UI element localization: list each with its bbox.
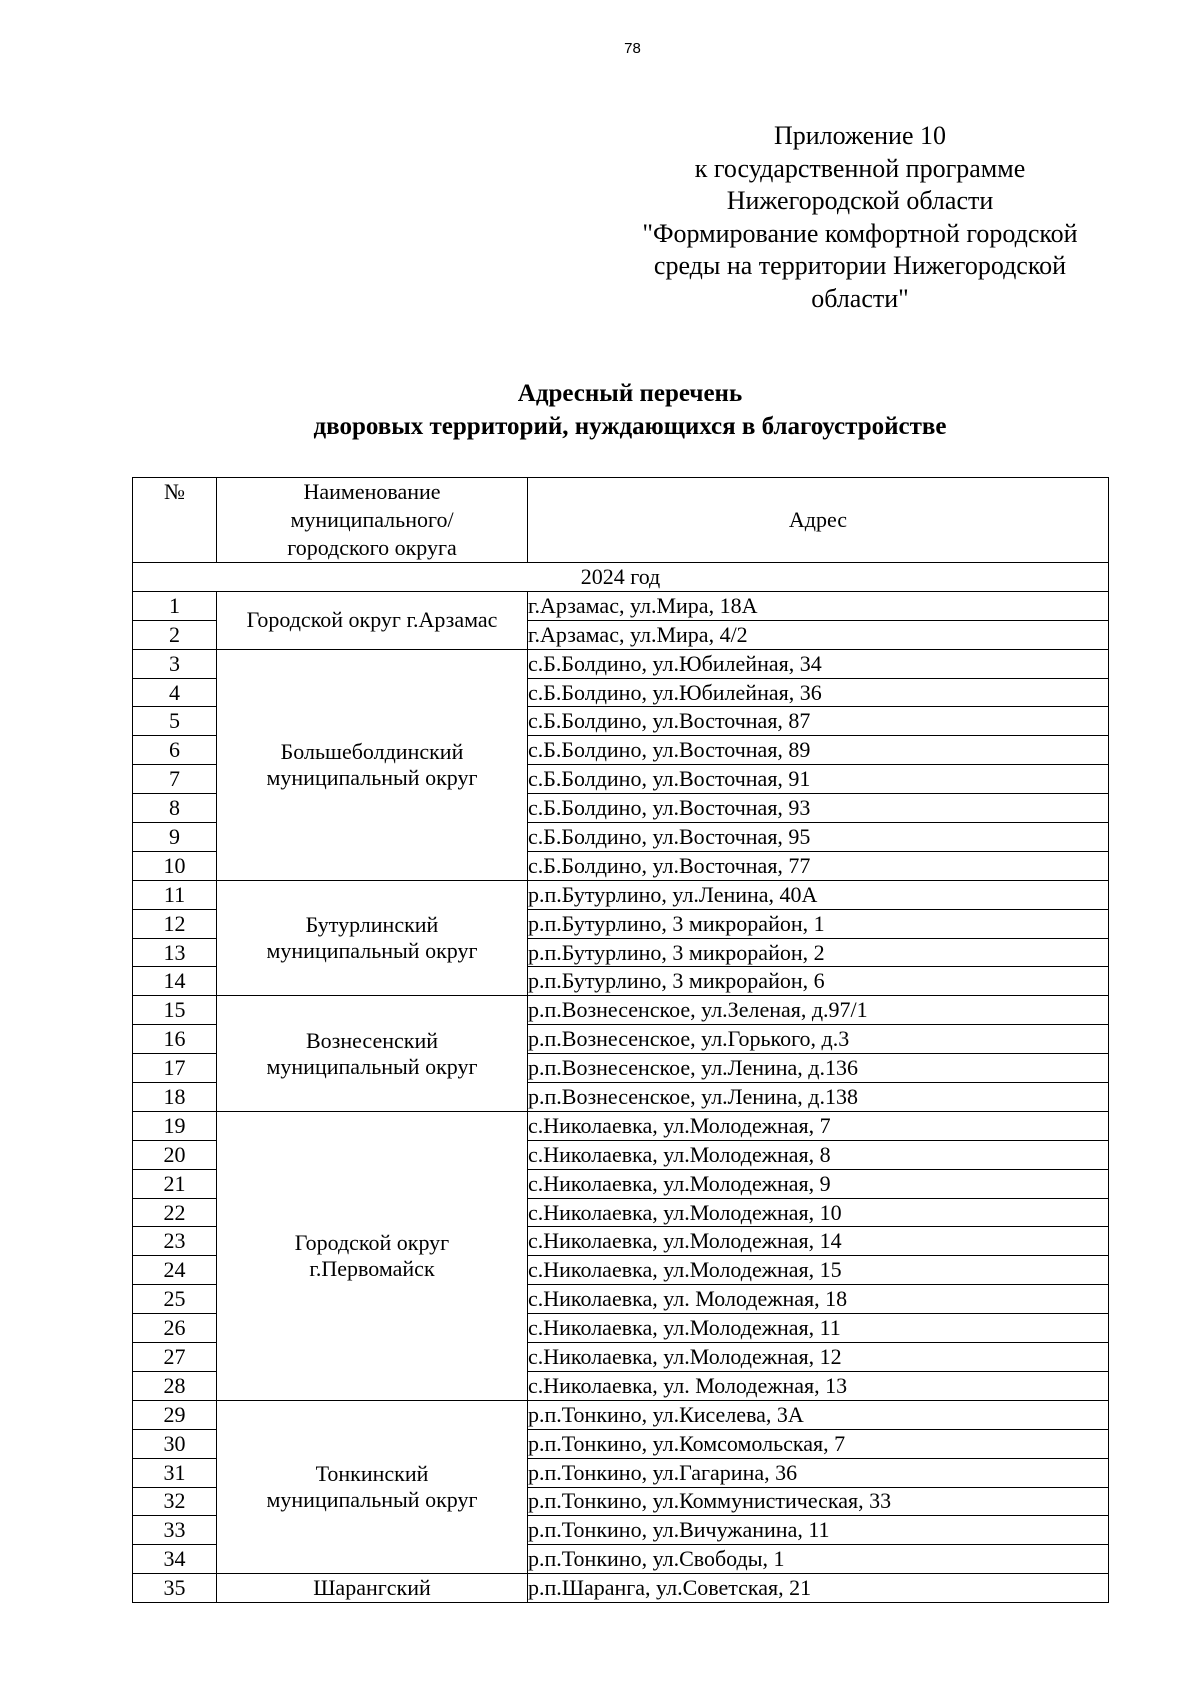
address-cell: р.п.Тонкино, ул.Гагарина, 36 (528, 1458, 1109, 1487)
row-number: 29 (133, 1400, 217, 1429)
address-cell: р.п.Тонкино, ул.Вичужанина, 11 (528, 1516, 1109, 1545)
row-number: 1 (133, 591, 217, 620)
year-row: 2024 год (133, 563, 1109, 592)
row-number: 2 (133, 620, 217, 649)
address-cell: с.Б.Болдино, ул.Восточная, 95 (528, 823, 1109, 852)
address-cell: с.Николаевка, ул. Молодежная, 18 (528, 1285, 1109, 1314)
address-cell: с.Б.Болдино, ул.Восточная, 87 (528, 707, 1109, 736)
table-row (133, 1111, 1109, 1140)
address-cell: с.Николаевка, ул. Молодежная, 13 (528, 1371, 1109, 1400)
header-district-line: Наименование (303, 479, 441, 504)
table-row (133, 880, 1109, 909)
row-number: 11 (133, 880, 217, 909)
table-row (133, 1400, 1109, 1429)
row-number: 19 (133, 1111, 217, 1140)
address-cell: с.Б.Болдино, ул.Восточная, 89 (528, 736, 1109, 765)
row-number: 7 (133, 765, 217, 794)
address-cell: р.п.Тонкино, ул.Свободы, 1 (528, 1545, 1109, 1574)
row-number: 32 (133, 1487, 217, 1516)
address-table (132, 477, 1109, 1603)
table-row (133, 1574, 1109, 1603)
header-district-line: городского округа (287, 535, 457, 560)
row-number: 28 (133, 1371, 217, 1400)
table-row (133, 996, 1109, 1025)
row-number: 13 (133, 938, 217, 967)
address-cell: с.Б.Болдино, ул.Восточная, 77 (528, 851, 1109, 880)
row-number: 21 (133, 1169, 217, 1198)
header-district (217, 478, 528, 563)
row-number: 15 (133, 996, 217, 1025)
address-cell: с.Николаевка, ул.Молодежная, 9 (528, 1169, 1109, 1198)
district-line: г.Первомайск (309, 1255, 435, 1281)
address-cell: р.п.Вознесенское, ул.Ленина, д.138 (528, 1083, 1109, 1112)
address-cell: с.Б.Болдино, ул.Восточная, 93 (528, 794, 1109, 823)
row-number: 17 (133, 1054, 217, 1083)
district-cell (217, 880, 528, 996)
row-number: 16 (133, 1025, 217, 1054)
row-number: 24 (133, 1256, 217, 1285)
district-cell (217, 1400, 528, 1573)
appendix-heading (620, 120, 1100, 315)
address-cell: р.п.Тонкино, ул.Киселева, 3А (528, 1400, 1109, 1429)
row-number: 22 (133, 1198, 217, 1227)
address-cell: с.Николаевка, ул.Молодежная, 10 (528, 1198, 1109, 1227)
row-number: 5 (133, 707, 217, 736)
appendix-line: к государственной программе (694, 153, 1026, 183)
district-cell (217, 996, 528, 1112)
row-number: 27 (133, 1343, 217, 1372)
row-number: 3 (133, 649, 217, 678)
address-cell: с.Б.Болдино, ул.Восточная, 91 (528, 765, 1109, 794)
district-line: муниципальный округ (266, 1053, 478, 1079)
document-title (160, 378, 1100, 443)
row-number: 25 (133, 1285, 217, 1314)
address-cell: р.п.Бутурлино, 3 микрорайон, 2 (528, 938, 1109, 967)
row-number: 26 (133, 1314, 217, 1343)
address-cell: с.Николаевка, ул.Молодежная, 14 (528, 1227, 1109, 1256)
address-cell: р.п.Бутурлино, ул.Ленина, 40А (528, 880, 1109, 909)
row-number: 6 (133, 736, 217, 765)
address-cell: с.Николаевка, ул.Молодежная, 12 (528, 1343, 1109, 1372)
appendix-line: среды на территории Нижегородской (653, 251, 1067, 280)
address-cell: с.Николаевка, ул.Молодежная, 11 (528, 1314, 1109, 1343)
table-body (133, 563, 1109, 1603)
address-cell: р.п.Тонкино, ул.Комсомольская, 7 (528, 1429, 1109, 1458)
row-number: 18 (133, 1083, 217, 1112)
header-district-line: муниципального/ (290, 507, 454, 532)
row-number: 30 (133, 1429, 217, 1458)
row-number: 4 (133, 678, 217, 707)
district-line: Вознесенский (305, 1027, 439, 1053)
appendix-line: "Формирование комфортной городской (642, 218, 1078, 248)
title-line: Адресный перечень (517, 380, 743, 407)
district-line: Большеболдинский (280, 738, 464, 764)
district-line: муниципальный округ (266, 938, 478, 964)
address-cell: г.Арзамас, ул.Мира, 4/2 (528, 620, 1109, 649)
appendix-line: области" (811, 283, 909, 313)
district-line: Городской округ (294, 1229, 450, 1255)
table-row (133, 591, 1109, 620)
table-row (133, 649, 1109, 678)
address-cell: с.Николаевка, ул.Молодежная, 7 (528, 1111, 1109, 1140)
district-line: Тонкинский (315, 1461, 429, 1486)
title-line: дворовых территорий, нуждающихся в благоустройстве (313, 412, 947, 440)
district-line: Шарангский (313, 1575, 431, 1601)
address-cell: р.п.Бутурлино, 3 микрорайон, 1 (528, 909, 1109, 938)
row-number: 9 (133, 823, 217, 852)
district-line: муниципальный округ (266, 764, 478, 790)
address-cell: р.п.Тонкино, ул.Коммунистическая, 33 (528, 1487, 1109, 1516)
appendix-line: Нижегородской области (726, 186, 994, 215)
district-line: муниципальный округ (266, 1487, 478, 1512)
row-number: 35 (133, 1574, 217, 1603)
row-number: 34 (133, 1545, 217, 1574)
row-number: 14 (133, 967, 217, 996)
district-cell (217, 1111, 528, 1400)
address-cell: р.п.Вознесенское, ул.Зеленая, д.97/1 (528, 996, 1109, 1025)
address-cell: с.Николаевка, ул.Молодежная, 15 (528, 1256, 1109, 1285)
address-cell: с.Б.Болдино, ул.Юбилейная, 36 (528, 678, 1109, 707)
address-cell: р.п.Вознесенское, ул.Горького, д.3 (528, 1025, 1109, 1054)
address-cell: р.п.Шаранга, ул.Советская, 21 (528, 1574, 1109, 1603)
district-cell (217, 649, 528, 880)
row-number: 8 (133, 794, 217, 823)
address-cell: г.Арзамас, ул.Мира, 18А (528, 591, 1109, 620)
address-cell: р.п.Вознесенское, ул.Ленина, д.136 (528, 1054, 1109, 1083)
row-number: 33 (133, 1516, 217, 1545)
appendix-line: Приложение 10 (773, 121, 947, 150)
row-number: 12 (133, 909, 217, 938)
address-cell: с.Б.Болдино, ул.Юбилейная, 34 (528, 649, 1109, 678)
district-cell (217, 1574, 528, 1603)
district-cell (217, 591, 528, 649)
header-address: Адрес (528, 478, 1109, 563)
district-line: Городской округ г.Арзамас (246, 607, 498, 633)
district-line: Бутурлинский (305, 912, 439, 938)
row-number: 31 (133, 1458, 217, 1487)
address-cell: с.Николаевка, ул.Молодежная, 8 (528, 1140, 1109, 1169)
page-number: 78 (624, 40, 641, 57)
row-number: 23 (133, 1227, 217, 1256)
row-number: 20 (133, 1140, 217, 1169)
row-number: 10 (133, 851, 217, 880)
header-number: № (133, 478, 217, 563)
address-cell: р.п.Бутурлино, 3 микрорайон, 6 (528, 967, 1109, 996)
